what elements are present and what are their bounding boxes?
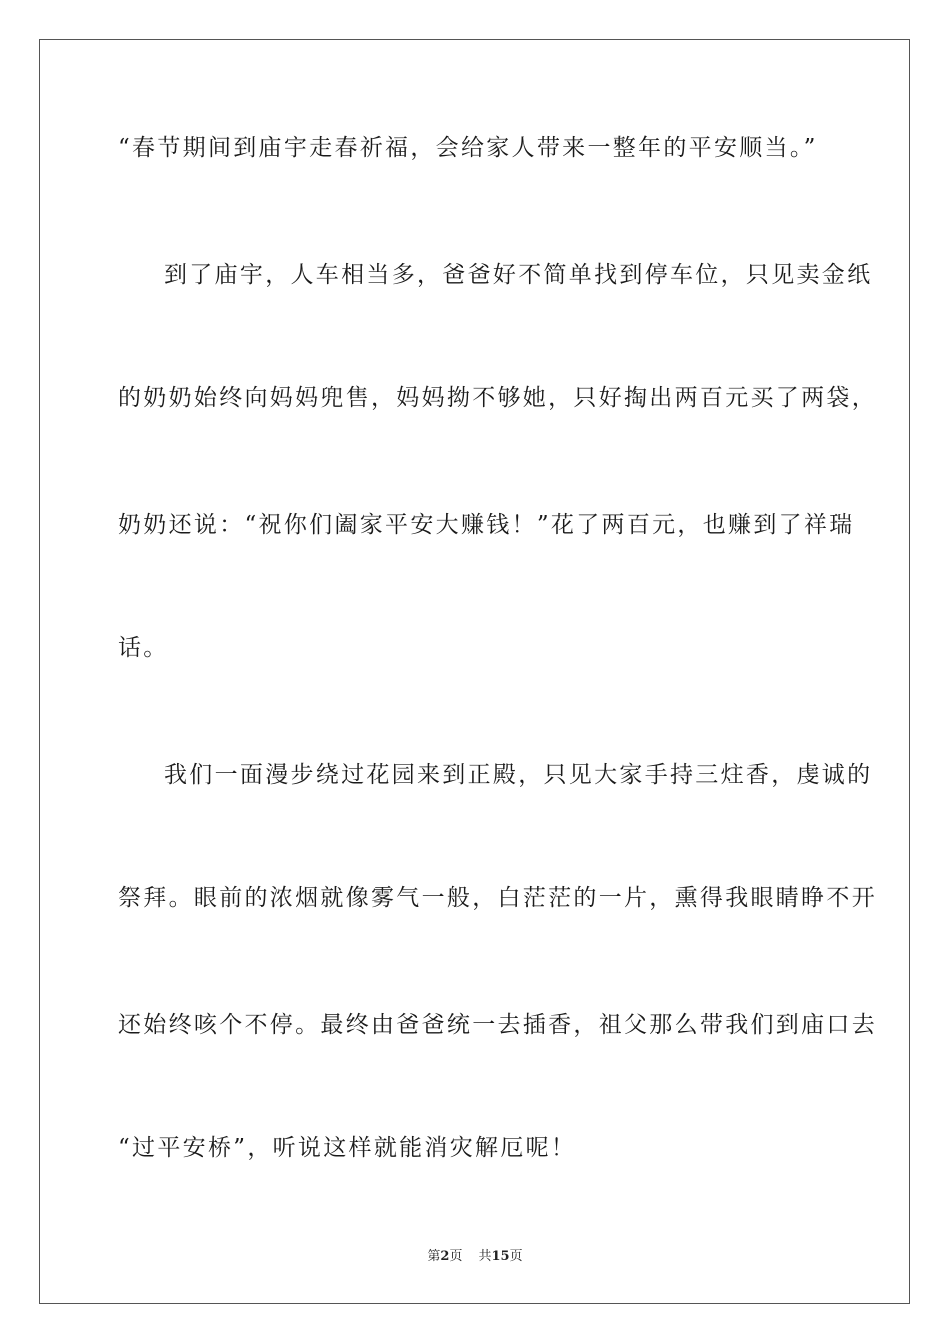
page-unit: 页 [449, 1249, 463, 1264]
text-line-8: 还始终咳个不停。最终由爸爸统一去插香，祖父那么带我们到庙口去 [118, 1012, 877, 1038]
current-page-number: 2 [440, 1249, 450, 1264]
text-line-4: 奶奶还说：“祝你们阖家平安大赚钱！”花了两百元，也赚到了祥瑞 [118, 512, 855, 538]
page-footer [0, 1249, 950, 1265]
total-unit: 页 [509, 1249, 523, 1264]
text-line-7: 祭拜。眼前的浓烟就像雾气一般，白茫茫的一片，熏得我眼睛睁不开 [118, 885, 877, 911]
text-line-1: “春节期间到庙宇走春祈福，会给家人带来一整年的平安顺当。” [118, 135, 818, 161]
text-line-5: 话。 [118, 635, 169, 661]
text-line-2: 到了庙宇，人车相当多，爸爸好不简单找到停车位，只见卖金纸 [164, 262, 873, 288]
text-line-6: 我们一面漫步绕过花园来到正殿，只见大家手持三炷香，虔诚的 [164, 762, 873, 788]
total-prefix: 共 [478, 1249, 492, 1264]
text-line-9: “过平安桥”，听说这样就能消灾解厄呢！ [118, 1135, 577, 1161]
page-border [39, 39, 910, 1304]
text-line-3: 的奶奶始终向妈妈兜售，妈妈拗不够她，只好掏出两百元买了两袋， [118, 385, 877, 411]
page-prefix: 第 [427, 1249, 441, 1264]
total-page-number: 15 [491, 1249, 510, 1264]
